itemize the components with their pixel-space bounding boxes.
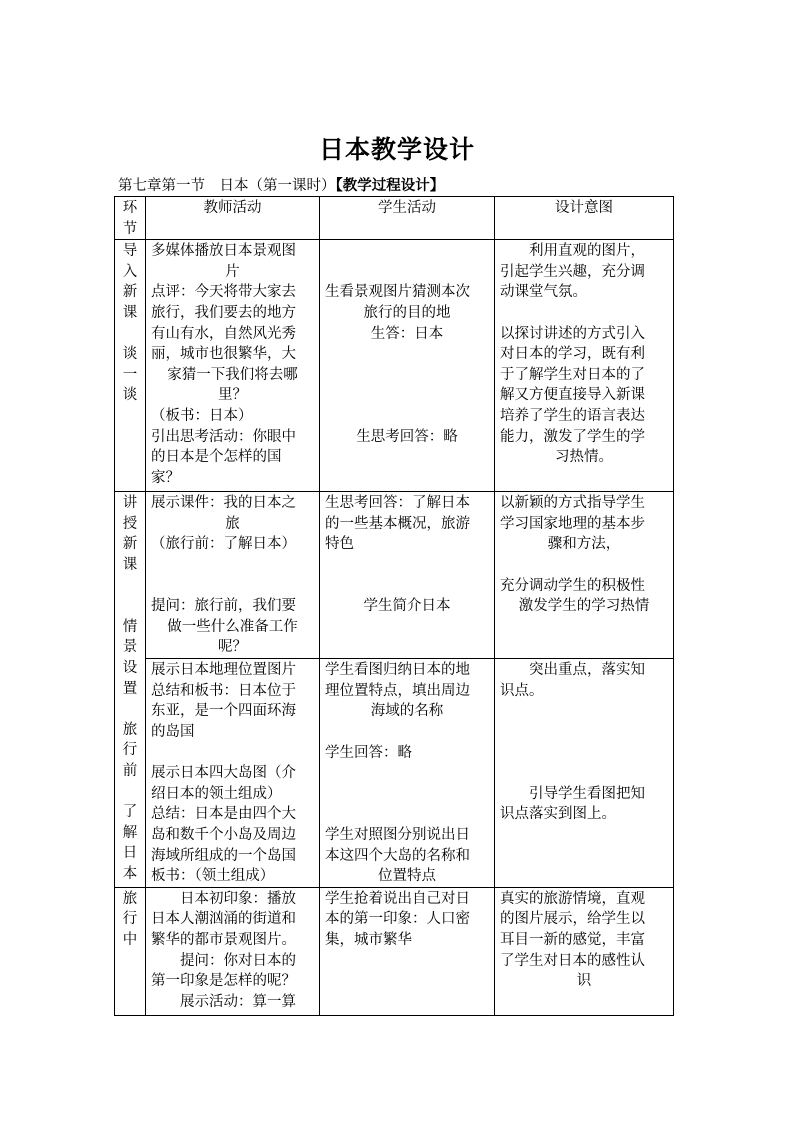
- stage-char: 课: [122, 304, 138, 321]
- intent-gap: [500, 303, 668, 324]
- intent-line: 骤和方法，: [547, 536, 621, 553]
- stage-char: 日: [122, 845, 138, 862]
- intent-line: 以新颖的方式指导学生: [500, 495, 645, 512]
- table-row: [115, 659, 674, 888]
- stage-char: 行: [122, 911, 138, 928]
- teacher-cell: [146, 659, 320, 888]
- teacher-gap: [151, 576, 314, 597]
- student-gap: [325, 784, 489, 805]
- stage-char: 谈: [122, 346, 138, 363]
- stage-char: 旅: [122, 890, 138, 907]
- student-line: 位置特点: [378, 868, 436, 885]
- student-line: 生思考回答：略: [356, 428, 458, 445]
- student-gap: [325, 262, 489, 283]
- lesson-plan-table: [114, 196, 674, 1016]
- teacher-cell: [146, 887, 320, 1015]
- intent-line: 引导学生看图把知: [529, 785, 645, 802]
- stage-char: 旅: [122, 721, 138, 738]
- teacher-line: 做一些什么准备工作: [167, 618, 298, 635]
- student-line: 学生看图归纳日本的地: [325, 662, 470, 679]
- header-intent: 设计意图: [495, 197, 674, 240]
- teacher-line: 片: [225, 263, 240, 280]
- stage-char: 情: [122, 618, 138, 635]
- student-line: 生答：日本: [370, 325, 444, 342]
- teacher-line: 呢？: [218, 639, 247, 656]
- student-gap: [325, 804, 489, 825]
- student-line: 学生简介日本: [363, 598, 451, 615]
- student-cell: [320, 659, 495, 888]
- student-gap: [325, 555, 489, 576]
- stage-char: 新: [122, 536, 138, 553]
- stage-char: 前: [122, 762, 138, 779]
- teacher-line: 岛和数千个小岛及周边: [151, 826, 296, 843]
- student-line: 生看景观图片猜测本次: [325, 284, 470, 301]
- student-cell: [320, 492, 495, 659]
- teacher-line: 引出思考活动：你眼中: [151, 428, 296, 445]
- intent-line: 利用直观的图片，: [529, 243, 645, 260]
- stage-cell: [115, 240, 146, 492]
- intent-line: 以探讨讲述的方式引入: [500, 325, 645, 342]
- intent-line: 真实的旅游情境，直观: [500, 890, 645, 907]
- table-header-row: [115, 197, 674, 240]
- intent-gap: [500, 701, 668, 722]
- header-stage-char: 节: [122, 220, 138, 237]
- student-gap: [325, 365, 489, 386]
- teacher-line: 家？: [151, 469, 180, 486]
- teacher-line: 展示日本四大岛图（介: [151, 765, 296, 782]
- student-line: 集，城市繁华: [325, 931, 412, 948]
- intent-line: 了学生对日本的感性认: [500, 952, 645, 969]
- student-gap: [325, 385, 489, 406]
- header-teacher: 教师活动: [146, 197, 320, 240]
- intent-cell: [495, 887, 674, 1015]
- student-cell: [320, 240, 495, 492]
- student-line: 理位置特点，填出周边: [325, 682, 470, 699]
- stage-char: 一: [122, 366, 138, 383]
- intent-cell: [495, 492, 674, 659]
- student-line: 生思考回答：了解日本: [325, 495, 470, 512]
- teacher-gap: [151, 743, 314, 764]
- teacher-line: 的岛国: [151, 723, 195, 740]
- header-student: 学生活动: [320, 197, 495, 240]
- teacher-line: 展示日本地理位置图片: [151, 662, 296, 679]
- teacher-line: 板书：（领土组成）: [151, 868, 275, 885]
- teacher-line: 家猜一下我们将去哪: [167, 366, 298, 383]
- intent-line: 识点落实到图上。: [500, 806, 616, 823]
- teacher-line: 总结：日本是由四个大: [151, 806, 296, 823]
- intent-line: 解又方便直接导入新课: [500, 387, 645, 404]
- teacher-line: 海域所组成的一个岛国: [151, 847, 296, 864]
- stage-cell: [115, 492, 146, 888]
- teacher-line: 提问：你对日本的: [180, 952, 296, 969]
- intent-cell: [495, 659, 674, 888]
- teacher-line: 展示课件：我的日本之: [151, 495, 296, 512]
- stage-char: 景: [122, 639, 138, 656]
- stage-char: 新: [122, 284, 138, 301]
- teacher-line: 有山有水，自然风光秀: [151, 325, 296, 342]
- stage-cell: [115, 887, 146, 1015]
- intent-line: 识: [576, 973, 592, 990]
- teacher-line: 日本初印象：播放: [180, 890, 296, 907]
- student-gap: [325, 406, 489, 427]
- teacher-cell: [146, 492, 320, 659]
- student-line: 学生回答：略: [325, 744, 412, 761]
- intent-line: 引起学生兴趣，充分调: [500, 263, 645, 280]
- stage-char: 置: [122, 680, 138, 697]
- teacher-line: 繁华的都市景观图片。: [151, 931, 296, 948]
- teacher-line: （旅行前：了解日本）: [151, 536, 296, 553]
- intent-line: 能力，激发了学生的学: [500, 428, 645, 445]
- teacher-line: 绍日本的领土组成）: [151, 785, 282, 802]
- table-row: [115, 240, 674, 492]
- intent-line: 于了解学生对日本的了: [500, 366, 645, 383]
- stage-char: 课: [122, 556, 138, 573]
- stage-char: 了: [122, 804, 138, 821]
- student-gap: [325, 722, 489, 743]
- intent-line: 充分调动学生的积极性: [500, 577, 645, 594]
- stage-char: 授: [122, 515, 138, 532]
- stage-char: 入: [122, 263, 138, 280]
- teacher-line: 的日本是个怎样的国: [151, 449, 282, 466]
- stage-char: 谈: [122, 387, 138, 404]
- stage-char: 设: [122, 659, 138, 676]
- student-line: 海域的名称: [370, 703, 444, 720]
- page-title: 日本教学设计: [318, 135, 475, 164]
- student-cell: [320, 887, 495, 1015]
- student-line: 学生对照图分别说出日: [325, 826, 470, 843]
- student-gap: [325, 241, 489, 262]
- intent-line: 动课堂气氛。: [500, 284, 587, 301]
- student-line: 本的第一印象：人口密: [325, 911, 470, 928]
- stage-gap: [117, 596, 143, 617]
- intent-line: 学习国家地理的基本步: [500, 515, 645, 532]
- teacher-line: 旅: [225, 515, 240, 532]
- intent-line: 对日本的学习，既有利: [500, 346, 645, 363]
- table-row: [115, 492, 674, 659]
- teacher-line: 展示活动：算一算: [180, 993, 296, 1010]
- intent-gap: [500, 555, 668, 576]
- teacher-line: 丽，城市也很繁华，大: [151, 346, 296, 363]
- intent-line: 突出重点，落实知: [529, 662, 645, 679]
- stage-gap: [117, 576, 143, 597]
- intent-line: 激发学生的学习热情: [518, 598, 650, 615]
- stage-char: 讲: [122, 495, 138, 512]
- stage-gap: [117, 699, 143, 720]
- subtitle-main: 第七章第一节 日本（第一课时）: [118, 178, 336, 194]
- stage-gap: [117, 782, 143, 803]
- header-stage-char: 环: [122, 200, 138, 216]
- stage-char: 导: [122, 243, 138, 260]
- student-line: 旅行的目的地: [363, 304, 451, 321]
- teacher-line: 总结和板书：日本位于: [151, 682, 296, 699]
- stage-gap: [117, 324, 143, 345]
- intent-line: 习热情。: [555, 449, 613, 466]
- student-gap: [325, 576, 489, 597]
- stage-char: 本: [122, 865, 138, 882]
- stage-char: 中: [122, 931, 138, 948]
- teacher-line: （板书：日本）: [151, 407, 253, 424]
- intent-line: 的图片展示，给学生以: [500, 911, 645, 928]
- intent-line: 耳目一新的感觉，丰富: [500, 931, 645, 948]
- intent-cell: [495, 240, 674, 492]
- teacher-line: 旅行，我们要去的地方: [151, 304, 296, 321]
- table-row: [115, 887, 674, 1015]
- intent-line: 培养了学生的语言表达: [500, 407, 645, 424]
- teacher-line: 多媒体播放日本景观图: [151, 243, 296, 260]
- student-gap: [325, 344, 489, 365]
- teacher-line: 提问：旅行前，我们要: [151, 598, 296, 615]
- subtitle-section: 【教学过程设计】: [335, 178, 445, 194]
- stage-char: 解: [122, 824, 138, 841]
- teacher-line: 东亚，是一个四面环海: [151, 703, 296, 720]
- intent-gap: [500, 743, 668, 764]
- teacher-line: 日本人潮汹涌的街道和: [151, 911, 296, 928]
- teacher-line: 点评：今天将带大家去: [151, 284, 296, 301]
- teacher-line: 里？: [218, 387, 247, 404]
- student-line: 学生抢着说出自己对日: [325, 890, 470, 907]
- teacher-gap: [151, 555, 314, 576]
- student-line: 特色: [325, 536, 354, 553]
- intent-gap: [500, 722, 668, 743]
- intent-line: 识点。: [500, 682, 544, 699]
- lesson-subtitle: [118, 174, 444, 195]
- teacher-cell: [146, 240, 320, 492]
- student-line: 本这四个大岛的名称和: [325, 847, 470, 864]
- student-gap: [325, 763, 489, 784]
- student-line: 的一些基本概况，旅游: [325, 515, 470, 532]
- header-stage: [115, 197, 146, 240]
- intent-gap: [500, 763, 668, 784]
- stage-char: 行: [122, 742, 138, 759]
- teacher-line: 第一印象是怎样的呢？: [151, 973, 296, 990]
